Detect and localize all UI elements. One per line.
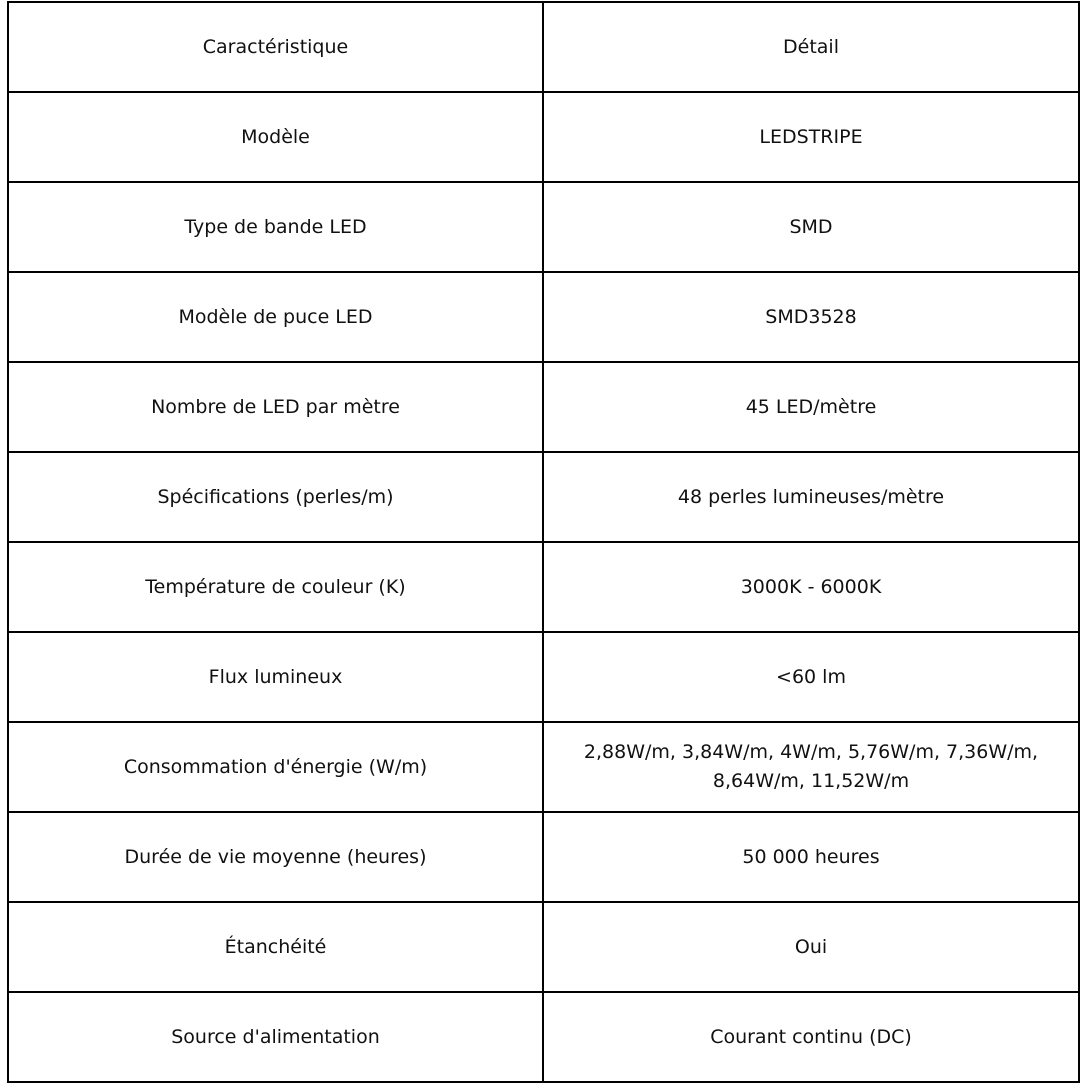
row-label-cell: Modèle de puce LED bbox=[8, 272, 543, 362]
table-row bbox=[8, 92, 1079, 182]
table-row bbox=[8, 452, 1079, 542]
row-value-cell: Courant continu (DC) bbox=[543, 992, 1079, 1082]
header-value-cell: Détail bbox=[543, 2, 1079, 92]
table-header-row bbox=[8, 2, 1079, 92]
row-value-cell: 2,88W/m, 3,84W/m, 4W/m, 5,76W/m, 7,36W/m, 8,64W/m, 11,52W/m bbox=[543, 722, 1079, 812]
table-row bbox=[8, 902, 1079, 992]
row-value-cell: 50 000 heures bbox=[543, 812, 1079, 902]
table-row bbox=[8, 182, 1079, 272]
spec-table bbox=[7, 1, 1080, 1083]
row-value-cell: Oui bbox=[543, 902, 1079, 992]
table-row bbox=[8, 542, 1079, 632]
row-value-cell: 48 perles lumineuses/mètre bbox=[543, 452, 1079, 542]
row-label-cell: Température de couleur (K) bbox=[8, 542, 543, 632]
table-row bbox=[8, 362, 1079, 452]
row-value-cell: SMD3528 bbox=[543, 272, 1079, 362]
row-label-cell: Modèle bbox=[8, 92, 543, 182]
table-row bbox=[8, 632, 1079, 722]
row-value-cell: <60 lm bbox=[543, 632, 1079, 722]
row-value-cell: 45 LED/mètre bbox=[543, 362, 1079, 452]
table-row bbox=[8, 992, 1079, 1082]
row-value-cell: LEDSTRIPE bbox=[543, 92, 1079, 182]
row-label-cell: Spécifications (perles/m) bbox=[8, 452, 543, 542]
table-row bbox=[8, 272, 1079, 362]
table-row bbox=[8, 722, 1079, 812]
row-label-cell: Nombre de LED par mètre bbox=[8, 362, 543, 452]
row-label-cell: Source d'alimentation bbox=[8, 992, 543, 1082]
row-label-cell: Consommation d'énergie (W/m) bbox=[8, 722, 543, 812]
row-label-cell: Étanchéité bbox=[8, 902, 543, 992]
row-value-cell: 3000K - 6000K bbox=[543, 542, 1079, 632]
table-row bbox=[8, 812, 1079, 902]
header-label-cell: Caractéristique bbox=[8, 2, 543, 92]
row-value-cell: SMD bbox=[543, 182, 1079, 272]
row-label-cell: Type de bande LED bbox=[8, 182, 543, 272]
row-label-cell: Durée de vie moyenne (heures) bbox=[8, 812, 543, 902]
row-label-cell: Flux lumineux bbox=[8, 632, 543, 722]
